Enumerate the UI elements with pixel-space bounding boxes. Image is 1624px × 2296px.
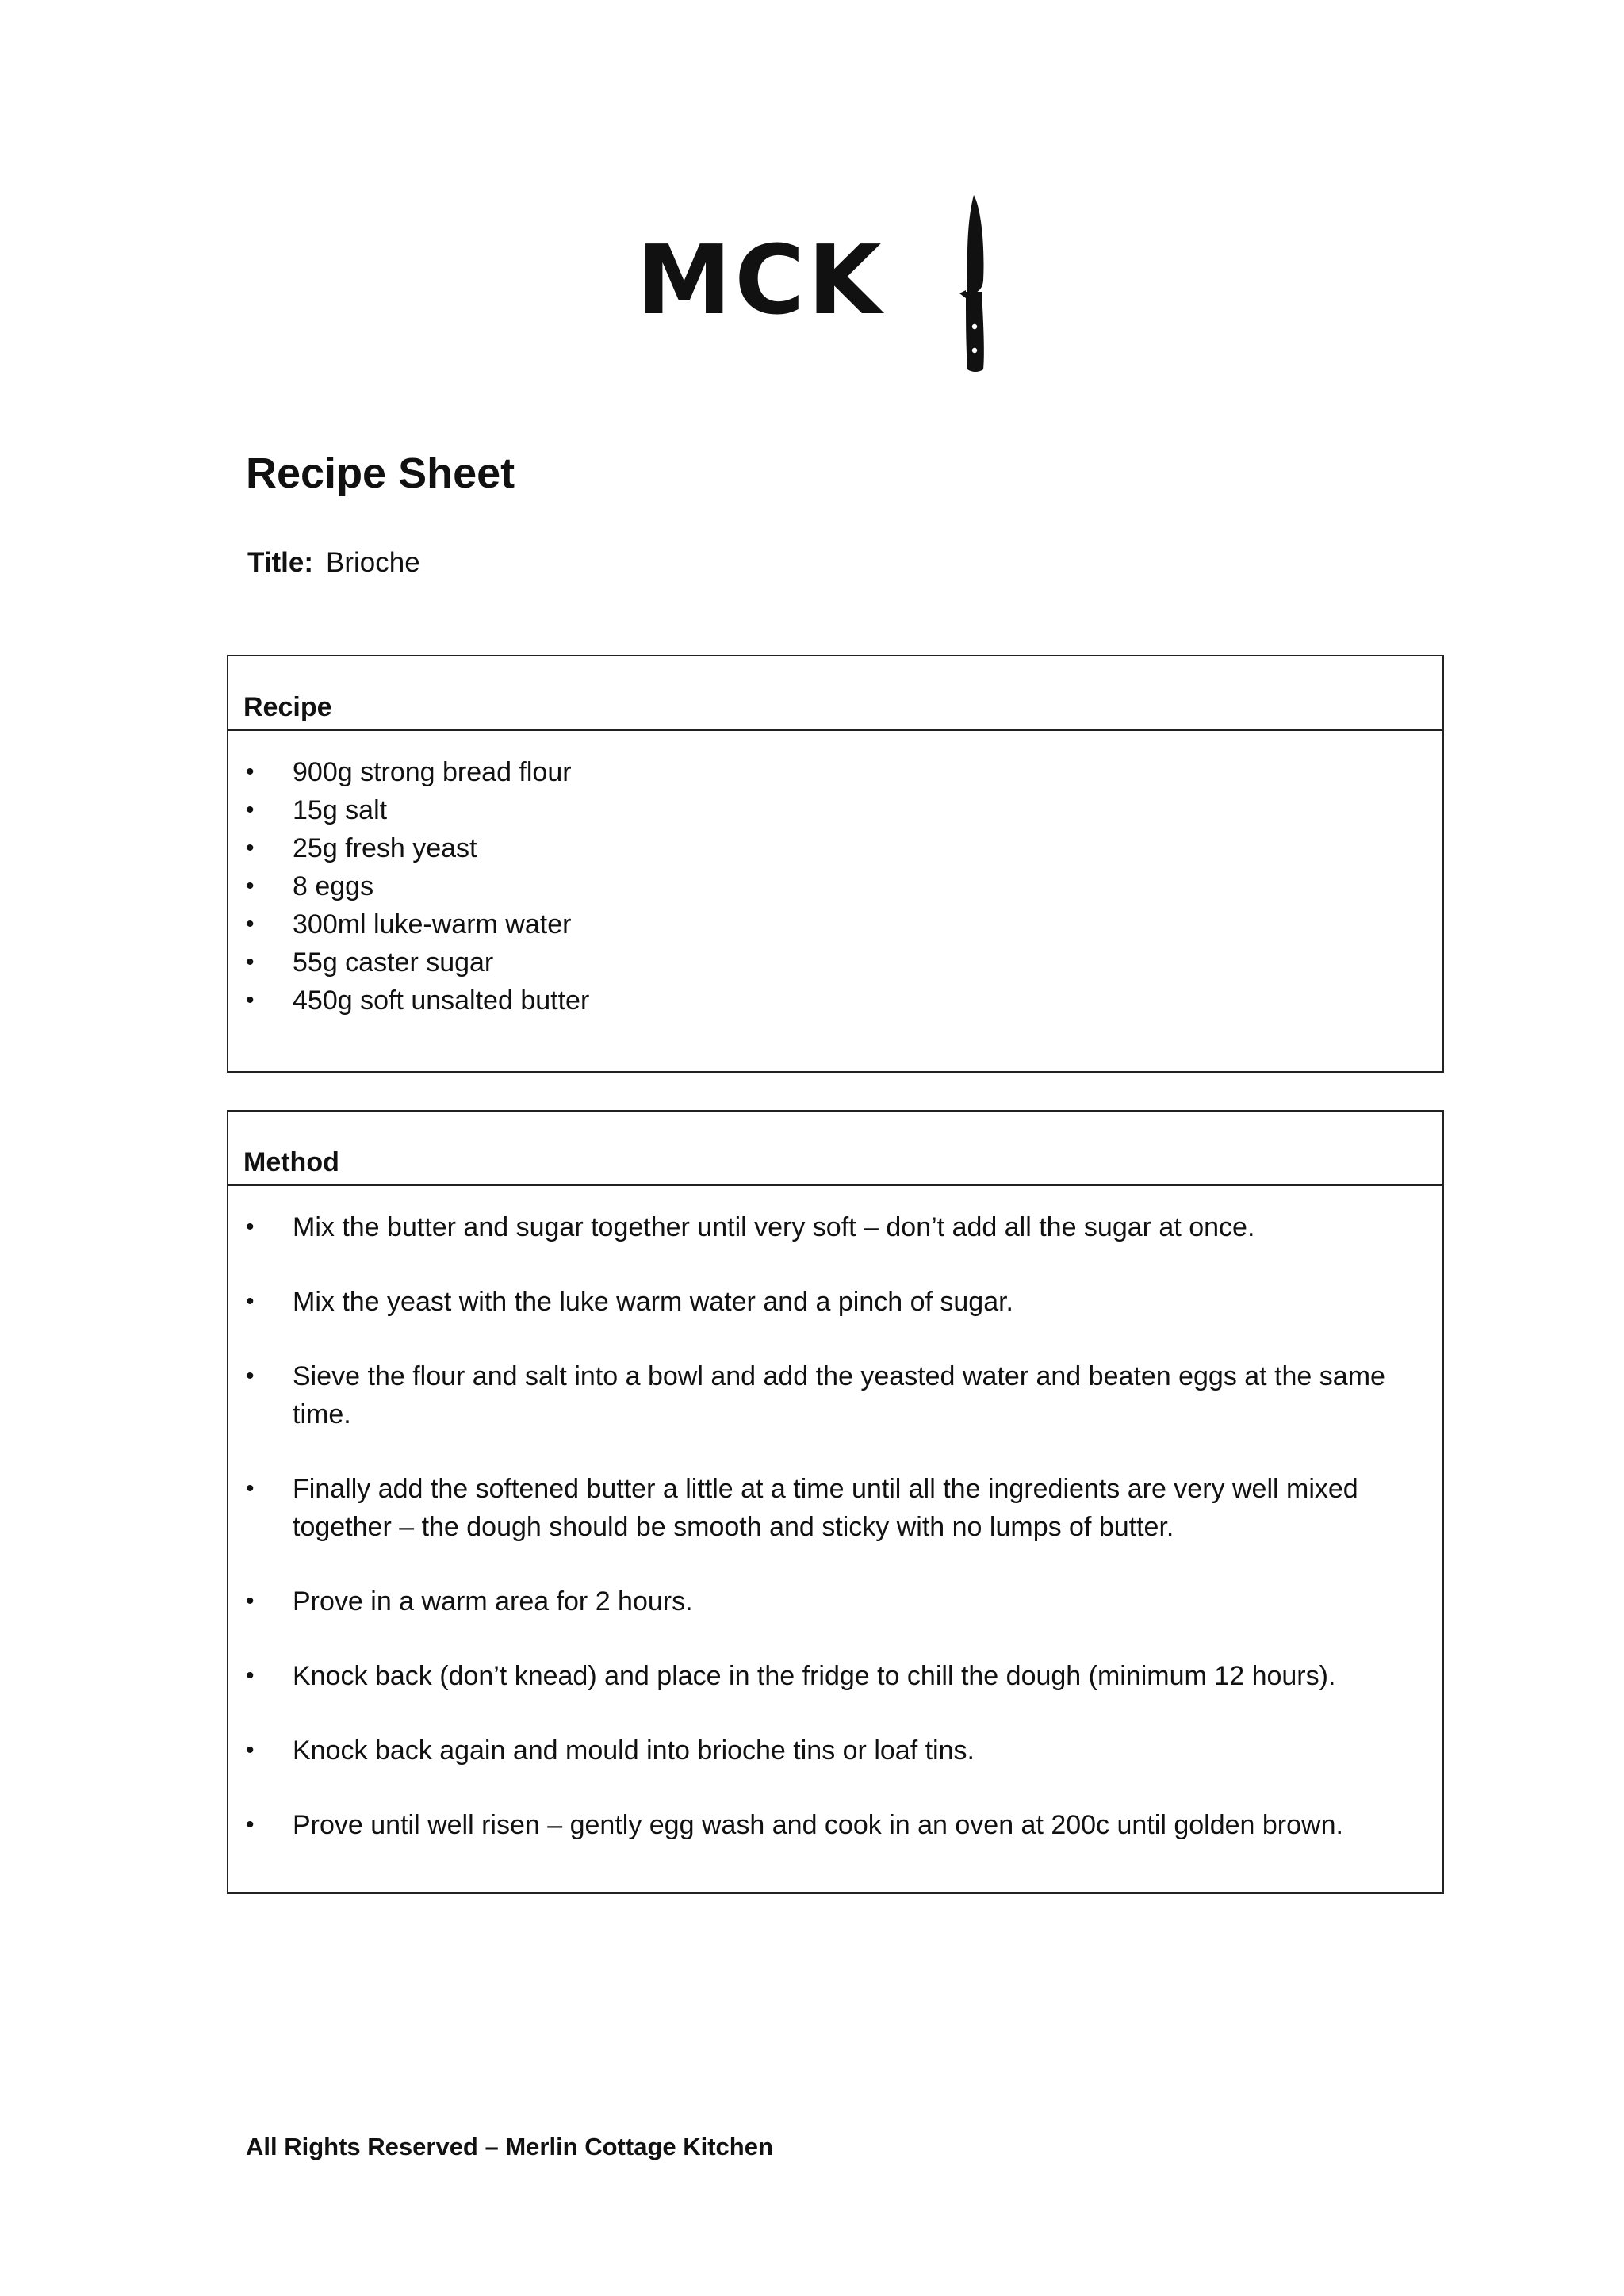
bullet: • (246, 911, 255, 937)
bullet: • (246, 1663, 255, 1689)
method-label: Method (243, 1147, 339, 1177)
method-step (228, 1732, 1442, 1770)
method-step-text: Mix the butter and sugar together until very soft – don’t add all the sugar at once. (293, 1212, 1255, 1242)
bullet: • (246, 873, 255, 899)
ingredient-item (228, 943, 1442, 982)
bullet: • (246, 987, 255, 1013)
method-step (228, 1357, 1442, 1433)
method-box (227, 1110, 1444, 1894)
title-label: Title: (247, 547, 313, 578)
ingredient-text: 900g strong bread flour (293, 757, 572, 787)
bullet: • (246, 835, 255, 861)
bullet: • (246, 1288, 255, 1314)
bullet: • (246, 1363, 255, 1389)
ingredient-text: 450g soft unsalted butter (293, 985, 590, 1016)
method-step-text: Knock back again and mould into brioche tins or loaf tins. (293, 1735, 975, 1766)
method-step-text: Sieve the flour and salt into a bowl and add the yeasted water and beaten eggs at the same time. (293, 1361, 1385, 1429)
ingredient-item (228, 791, 1442, 829)
method-step (228, 1657, 1442, 1695)
ingredient-text: 55g caster sugar (293, 947, 494, 978)
bullet: • (246, 797, 255, 823)
method-step-text: Finally add the softened butter a little at a time until all the ingredients are very well mixed together – the dough should be smooth and sticky with no lumps of butter. (293, 1474, 1358, 1542)
bullet: • (246, 759, 255, 785)
ingredient-text: 15g salt (293, 795, 388, 825)
ingredient-item (228, 867, 1442, 905)
bullet: • (246, 1812, 255, 1838)
ingredient-text: 300ml luke-warm water (293, 909, 572, 939)
ingredient-item (228, 829, 1442, 867)
ingredient-list (228, 753, 1442, 1020)
mck-logo (637, 190, 1002, 373)
recipe-label: Recipe (243, 692, 332, 722)
ingredient-text: 8 eggs (293, 871, 374, 901)
bullet: • (246, 1475, 255, 1502)
method-step (228, 1582, 1442, 1621)
method-step (228, 1208, 1442, 1246)
method-step-text: Knock back (don’t knead) and place in the fridge to chill the dough (minimum 12 hours). (293, 1661, 1336, 1691)
knife-icon (950, 193, 998, 373)
footer-copyright: All Rights Reserved – Merlin Cottage Kitchen (246, 2133, 773, 2160)
bullet: • (246, 1737, 255, 1763)
method-step-text: Prove in a warm area for 2 hours. (293, 1586, 693, 1617)
ingredient-item (228, 982, 1442, 1020)
method-step (228, 1283, 1442, 1321)
method-step-text: Mix the yeast with the luke warm water and a pinch of sugar. (293, 1287, 1014, 1317)
method-step-list (228, 1208, 1442, 1881)
bullet: • (246, 1588, 255, 1614)
title-value: Brioche (325, 547, 420, 578)
bullet: • (246, 1214, 255, 1240)
method-box-header (228, 1112, 1442, 1186)
recipe-title-row (247, 545, 420, 581)
recipe-box-header (228, 656, 1442, 731)
ingredient-text: 25g fresh yeast (293, 833, 477, 863)
ingredient-item (228, 905, 1442, 943)
ingredient-item (228, 753, 1442, 791)
logo-text: MCK (637, 226, 885, 336)
bullet: • (246, 949, 255, 975)
recipe-box (227, 655, 1444, 1073)
method-step-text: Prove until well risen – gently egg wash and cook in an oven at 200c until golden brown. (293, 1810, 1343, 1840)
method-step (228, 1470, 1442, 1546)
page-heading: Recipe Sheet (246, 450, 515, 497)
method-step (228, 1806, 1442, 1844)
